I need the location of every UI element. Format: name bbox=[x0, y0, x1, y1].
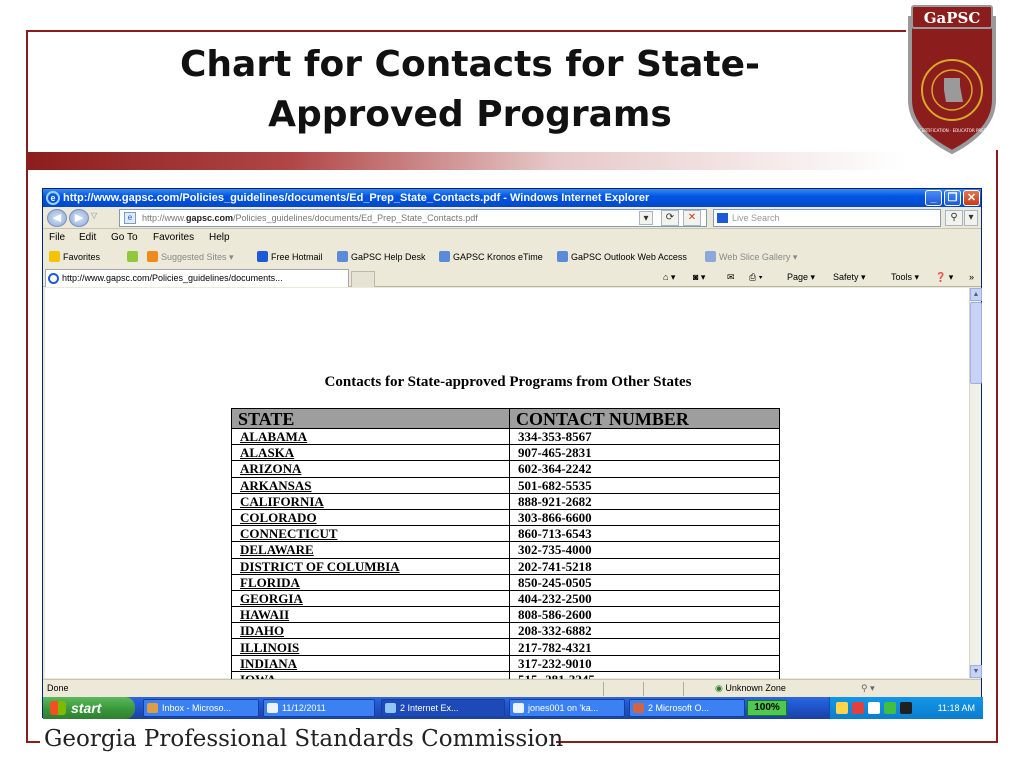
scroll-thumb[interactable] bbox=[970, 302, 982, 384]
state-link[interactable]: GEORGIA bbox=[232, 590, 510, 606]
fav-suggested-sites[interactable]: Suggested Sites ▾ bbox=[147, 247, 234, 267]
tab-ie-icon bbox=[48, 273, 59, 284]
contact-number: 602-364-2242 bbox=[510, 461, 780, 477]
more-commands-icon[interactable]: » bbox=[969, 272, 975, 282]
state-link[interactable]: FLORIDA bbox=[232, 574, 510, 590]
contact-number: 501-682-5535 bbox=[510, 477, 780, 493]
table-row bbox=[232, 558, 780, 574]
gapsc-logo bbox=[902, 4, 1002, 156]
fav-gapsc-outlook[interactable]: GaPSC Outlook Web Access bbox=[557, 247, 687, 267]
contact-number: 888-921-2682 bbox=[510, 493, 780, 509]
globe-icon: ◉ bbox=[715, 683, 726, 693]
contact-number: 317-232-9010 bbox=[510, 655, 780, 671]
address-input[interactable] bbox=[119, 209, 707, 227]
mail-icon[interactable]: ✉ bbox=[727, 272, 735, 282]
contact-number: 302-735-4000 bbox=[510, 542, 780, 558]
page-menu[interactable]: Page ▾ bbox=[787, 272, 816, 282]
favorites-button[interactable]: Favorites bbox=[49, 247, 100, 267]
contact-number: 334-353-8567 bbox=[510, 429, 780, 445]
table-row bbox=[232, 655, 780, 671]
contact-number: 907-465-2831 bbox=[510, 445, 780, 461]
contacts-table bbox=[231, 408, 780, 688]
logo-top-text: GaPSC bbox=[923, 9, 981, 27]
contact-number: 404-232-2500 bbox=[510, 590, 780, 606]
page-icon: e bbox=[124, 212, 136, 224]
table-row bbox=[232, 461, 780, 477]
favorites-star-icon bbox=[49, 251, 60, 262]
scroll-up-icon[interactable]: ▲ bbox=[970, 288, 982, 301]
tab-title: http://www.gapsc.com/Policies_guidelines/documents... bbox=[62, 273, 283, 283]
table-row bbox=[232, 639, 780, 655]
document-heading: Contacts for State-approved Programs from Other States bbox=[324, 374, 692, 390]
fav-gapsc-help-desk[interactable]: GaPSC Help Desk bbox=[337, 247, 426, 267]
search-input[interactable] bbox=[713, 209, 941, 227]
address-dropdown-icon[interactable]: ▾ bbox=[639, 211, 653, 225]
state-link[interactable]: CONNECTICUT bbox=[232, 526, 510, 542]
window-title: http://www.gapsc.com/Policies_guidelines/documents/Ed_Prep_State_Contacts.pdf - Windows Internet Explorer bbox=[63, 192, 650, 204]
contact-number: 860-713-6543 bbox=[510, 526, 780, 542]
state-link[interactable]: DELAWARE bbox=[232, 542, 510, 558]
back-arrow-icon[interactable]: ◀ bbox=[47, 209, 67, 227]
address-path: /Policies_guidelines/documents/Ed_Prep_State_Contacts.pdf bbox=[233, 213, 478, 223]
print-icon[interactable]: ⎙ ▾ bbox=[749, 272, 763, 282]
table-row bbox=[232, 445, 780, 461]
table-row bbox=[232, 574, 780, 590]
task-microsoft-office[interactable]: 2 Microsoft O... bbox=[629, 699, 745, 717]
pdf-page bbox=[45, 288, 969, 678]
scroll-down-icon[interactable]: ▼ bbox=[970, 665, 982, 678]
table-row bbox=[232, 607, 780, 623]
state-link[interactable]: HAWAII bbox=[232, 607, 510, 623]
search-placeholder: Live Search bbox=[732, 213, 780, 223]
contact-number: 850-245-0505 bbox=[510, 574, 780, 590]
state-link[interactable]: ARIZONA bbox=[232, 461, 510, 477]
home-icon[interactable]: ⌂ ▾ bbox=[663, 272, 676, 282]
column-header-state: STATE bbox=[232, 409, 510, 429]
contact-number: 217-782-4321 bbox=[510, 639, 780, 655]
task-remote-session[interactable]: jones001 on 'ka... bbox=[509, 699, 625, 717]
tray-icon-1[interactable] bbox=[836, 702, 848, 714]
state-link[interactable]: CALIFORNIA bbox=[232, 493, 510, 509]
table-row bbox=[232, 542, 780, 558]
feeds-icon[interactable]: ◙ ▾ bbox=[693, 272, 706, 282]
tray-icon-3[interactable] bbox=[884, 702, 896, 714]
search-options-icon[interactable]: ▾ bbox=[964, 210, 978, 226]
table-row bbox=[232, 493, 780, 509]
table-row bbox=[232, 526, 780, 542]
task-inbox[interactable]: Inbox - Microso... bbox=[143, 699, 259, 717]
slide-frame-right bbox=[996, 150, 998, 742]
state-link[interactable]: ILLINOIS bbox=[232, 639, 510, 655]
windows-flag-icon bbox=[50, 701, 66, 715]
menu-help[interactable]: Help bbox=[209, 232, 230, 243]
tab-bar bbox=[43, 267, 981, 287]
window-titlebar[interactable] bbox=[43, 189, 981, 207]
maximize-icon[interactable]: ❐ bbox=[944, 190, 961, 206]
state-link[interactable]: ALASKA bbox=[232, 445, 510, 461]
help-icon[interactable]: ❓ ▾ bbox=[935, 272, 954, 282]
close-icon[interactable]: ✕ bbox=[963, 190, 980, 206]
search-magnifier-icon[interactable]: ⚲ bbox=[945, 210, 963, 226]
slide-frame-left bbox=[26, 30, 28, 742]
system-tray bbox=[829, 697, 983, 719]
table-row bbox=[232, 429, 780, 445]
table-row bbox=[232, 590, 780, 606]
state-link[interactable]: ARKANSAS bbox=[232, 477, 510, 493]
column-header-contact: CONTACT NUMBER bbox=[510, 409, 780, 429]
new-tab-button[interactable] bbox=[351, 271, 375, 287]
tools-menu[interactable]: Tools ▾ bbox=[891, 272, 920, 282]
refresh-icon[interactable]: ⟳ bbox=[661, 210, 679, 226]
state-link[interactable]: IDAHO bbox=[232, 623, 510, 639]
favorites-bar bbox=[43, 247, 981, 267]
ie-logo-icon: e bbox=[46, 191, 60, 205]
status-text: Done bbox=[47, 683, 69, 693]
address-prefix: http://www. bbox=[142, 213, 187, 223]
slide-frame-bottom-left bbox=[26, 741, 40, 743]
menu-bar bbox=[43, 229, 981, 247]
fav-web-slice-gallery[interactable]: Web Slice Gallery ▾ bbox=[705, 247, 797, 267]
table-row bbox=[232, 623, 780, 639]
menu-favorites[interactable]: Favorites bbox=[153, 232, 195, 243]
contact-number: 808-586-2600 bbox=[510, 607, 780, 623]
contact-number: 202-741-5218 bbox=[510, 558, 780, 574]
table-row bbox=[232, 509, 780, 525]
fav-gapsc-kronos[interactable]: GAPSC Kronos eTime bbox=[439, 247, 543, 267]
status-bar bbox=[43, 679, 981, 697]
start-button[interactable]: start bbox=[43, 697, 135, 719]
tray-icon-2[interactable] bbox=[852, 702, 864, 714]
clock: 11:18 AM bbox=[937, 703, 975, 713]
table-header-row bbox=[232, 409, 780, 429]
zoom-control[interactable]: ⚲ ▾ bbox=[861, 683, 875, 693]
state-link[interactable]: INDIANA bbox=[232, 655, 510, 671]
task-date[interactable]: 11/12/2011 bbox=[263, 699, 375, 717]
address-domain: gapsc.com bbox=[186, 213, 234, 223]
slide-title: Chart for Contacts for State-Approved Programs bbox=[180, 44, 760, 135]
title-gradient-band bbox=[26, 152, 906, 170]
state-link[interactable]: DISTRICT OF COLUMBIA bbox=[232, 558, 510, 574]
stop-icon[interactable]: ✕ bbox=[683, 210, 701, 226]
history-dropdown-icon[interactable]: ▽ bbox=[91, 211, 98, 220]
state-link[interactable]: COLORADO bbox=[232, 509, 510, 525]
slide-frame-bottom-right bbox=[556, 741, 998, 743]
live-search-icon bbox=[717, 213, 728, 223]
windows-taskbar bbox=[43, 697, 981, 719]
ie-window bbox=[42, 188, 982, 718]
menu-edit[interactable]: Edit bbox=[79, 232, 97, 243]
task-internet-explorer[interactable]: 2 Internet Ex... bbox=[381, 699, 505, 717]
pdf-viewport[interactable] bbox=[45, 288, 969, 678]
forward-arrow-icon[interactable]: ▶ bbox=[69, 209, 89, 227]
tray-icon-4[interactable] bbox=[900, 702, 912, 714]
fav-free-hotmail[interactable]: Free Hotmail bbox=[257, 247, 323, 267]
table-row bbox=[232, 477, 780, 493]
security-zone: ◉ Unknown Zone bbox=[715, 683, 786, 693]
slide-footer: Georgia Professional Standards Commission bbox=[44, 726, 564, 752]
slide-frame-top bbox=[26, 30, 906, 32]
safety-menu[interactable]: Safety ▾ bbox=[833, 272, 866, 282]
logo-ring-text: ETHICS · CERTIFICATION · EDUCATOR PREPARATION bbox=[900, 128, 1004, 133]
zoom-badge[interactable]: 100% bbox=[747, 700, 787, 716]
add-favorite-icon[interactable] bbox=[127, 247, 141, 267]
contacts-body bbox=[232, 429, 780, 688]
state-link[interactable]: ALABAMA bbox=[232, 429, 510, 445]
menu-file[interactable]: File bbox=[49, 232, 66, 243]
contact-number: 208-332-6882 bbox=[510, 623, 780, 639]
menu-go-to[interactable]: Go To bbox=[111, 232, 138, 243]
vertical-scrollbar[interactable] bbox=[969, 288, 981, 678]
address-bar bbox=[43, 207, 981, 229]
contact-number: 303-866-6600 bbox=[510, 509, 780, 525]
minimize-icon[interactable]: _ bbox=[925, 190, 942, 206]
tray-network-icon[interactable] bbox=[868, 702, 880, 714]
tab-pdf[interactable] bbox=[45, 269, 349, 287]
